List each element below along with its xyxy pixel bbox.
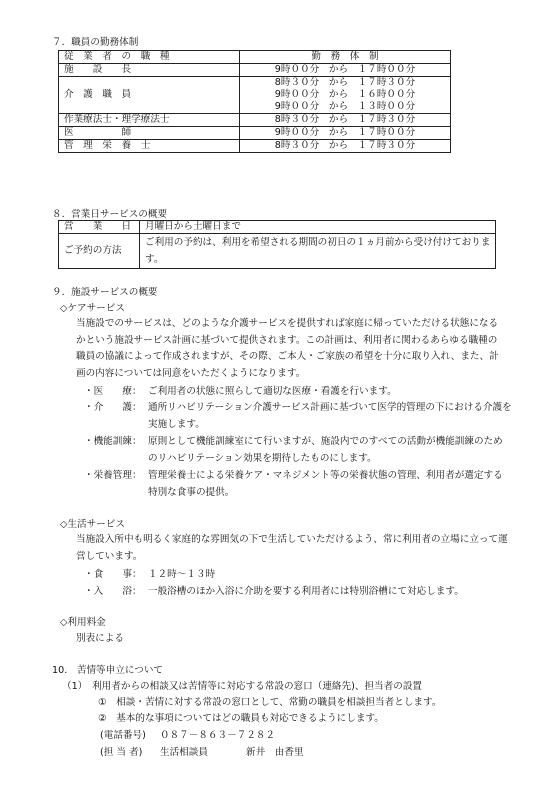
service-item-label: ・介 護： <box>84 402 142 413</box>
fee-value: 別表による <box>76 633 124 644</box>
table-row <box>59 127 451 140</box>
table-row <box>59 77 451 114</box>
fee-heading: ◇利用料金 <box>60 617 106 628</box>
reservation-label: ご予約の方法 <box>59 234 140 269</box>
reservation-line: ご利用の予約は、利用を希望される期間の初日の１ヵ月前から受け付けておりま <box>145 237 491 248</box>
section9-heading: ９．施設サービスの概要 <box>52 287 158 298</box>
paragraph-line: 当施設入所中も明るく家庭的な雰囲気の下で生活していただけるよう、常に利用者の立場に立って運 <box>76 534 508 545</box>
role-cell: 施 設 長 <box>59 64 240 77</box>
paragraph-line: 職員の協議によって作成されますが、その際、ご本人・ご家族の希望を十分に取り入れ、また、計 <box>76 351 499 362</box>
staff-schedule-table <box>58 50 451 153</box>
reservation-line: す。 <box>145 254 164 265</box>
hours-line: 9時００分 から １３時００分 <box>274 101 416 112</box>
service-item-nutrition <box>84 468 503 501</box>
paragraph-line: かという施設サービス計画に基づいて提供されます。この計画は、利用者に関わるあらゆる職種の <box>76 334 498 346</box>
bath-row <box>84 583 464 597</box>
role-cell: 管 理 栄 養 士 <box>59 140 240 153</box>
meal-value: １２時～１３時 <box>148 569 216 580</box>
hours-cell: 8時３０分 から １７時３０分 <box>240 114 451 127</box>
service-item-text: 原則として機能訓練室にて行いますが、施設内でのすべての活動が機能訓練のため <box>148 436 503 447</box>
reservation-value <box>140 234 496 269</box>
header-role: 従 業 者 の 職 種 <box>59 51 240 64</box>
care-service-heading: ◇ケアサービス <box>60 303 125 314</box>
care-service-paragraph <box>76 316 499 382</box>
hours-cell <box>240 77 451 114</box>
hours-cell: 8時３０分 から １７時３０分 <box>240 140 451 153</box>
service-item-text: 管理栄養士による栄養ケア・マネジメント等の栄養状態の管理、利用者が選定する <box>148 470 503 481</box>
service-item-text: 通所リハビリテーション介護サービス計画に基づいて医学的管理の下における介護を <box>148 402 512 413</box>
bath-value: 一般浴槽のほか入浴に介助を要する利用者には特別浴槽にて対応します。 <box>148 586 464 597</box>
complaint-sub-2: ② 基本的な事項についてはどの職員も対応できるようにします。 <box>98 713 384 724</box>
phone-number: ０８７－８６３－７２８２ <box>160 730 276 741</box>
table-row <box>59 140 451 153</box>
life-service-heading: ◇生活サービス <box>60 519 125 530</box>
service-item-care <box>84 400 512 433</box>
paragraph-line: 営しています。 <box>76 550 143 562</box>
section10-heading: 10. 苦情等申立について <box>52 665 164 676</box>
staff-name: 新井 由香里 <box>246 747 304 758</box>
service-item-text: のリハビリテーション効果を期待したものにします。 <box>148 452 377 464</box>
hours-cell: 9時００分 から １７時００分 <box>240 127 451 140</box>
staff-role: 生活相談員 <box>160 747 208 758</box>
service-item-rehab <box>84 434 503 467</box>
complaint-item-1: （1） 利用者からの相談又は苦情等に対応する常設の窓口（連絡先)、担当者の設置 <box>62 681 423 692</box>
business-day-label: 営 業 日 <box>59 221 140 234</box>
table-header-row <box>59 51 451 64</box>
bath-label: ・入 浴： <box>84 586 142 597</box>
phone-row <box>100 727 275 741</box>
table-row <box>59 64 451 77</box>
table-row <box>59 221 496 234</box>
hours-cell: 9時００分 から １７時００分 <box>240 64 451 77</box>
service-item-label: ・栄養管理： <box>84 470 142 481</box>
service-item-label: ・医 療： <box>84 386 142 397</box>
section8-heading: ８．営業日サービスの概要 <box>52 209 168 220</box>
role-cell: 介 護 職 員 <box>59 77 240 114</box>
service-item-text: 実施します。 <box>148 418 205 430</box>
business-day-value: 月曜日から土曜日まで <box>140 221 496 234</box>
table-row <box>59 114 451 127</box>
meal-row <box>84 566 215 580</box>
header-hours: 勤 務 体 制 <box>240 51 451 64</box>
service-item-text: ご利用者の状態に照らして適切な医療・看護を行います。 <box>148 386 397 397</box>
role-cell: 作業療法士・理学療法士 <box>59 114 240 127</box>
staff-label: (担 当 者) <box>100 747 143 758</box>
paragraph-line: 画の内容については同意をいただくようになります。 <box>76 367 306 379</box>
meal-label: ・食 事： <box>84 569 142 580</box>
complaint-sub-1: ① 相談・苦情に対する常設の窓口として、常勤の職員を相談担当者とします。 <box>98 697 442 708</box>
hours-line: 9時００分 から １６時００分 <box>274 89 416 100</box>
phone-label: (電話番号) <box>100 730 146 741</box>
staff-row <box>100 744 304 758</box>
role-cell: 医 師 <box>59 127 240 140</box>
life-service-paragraph <box>76 532 508 565</box>
service-item-medical <box>84 383 397 397</box>
hours-line: 8時３０分 から １７時３０分 <box>274 77 416 88</box>
paragraph-line: 当施設でのサービスは、どのような介護サービスを提供すれば家庭に帰っていただける状態になる <box>76 318 499 329</box>
business-day-table <box>58 220 496 269</box>
section7-heading: ７．職員の勤務体制 <box>52 37 139 48</box>
service-item-label: ・機能訓練： <box>84 436 142 447</box>
service-item-text: 特別な食事の提供。 <box>148 486 235 498</box>
table-row <box>59 234 496 269</box>
